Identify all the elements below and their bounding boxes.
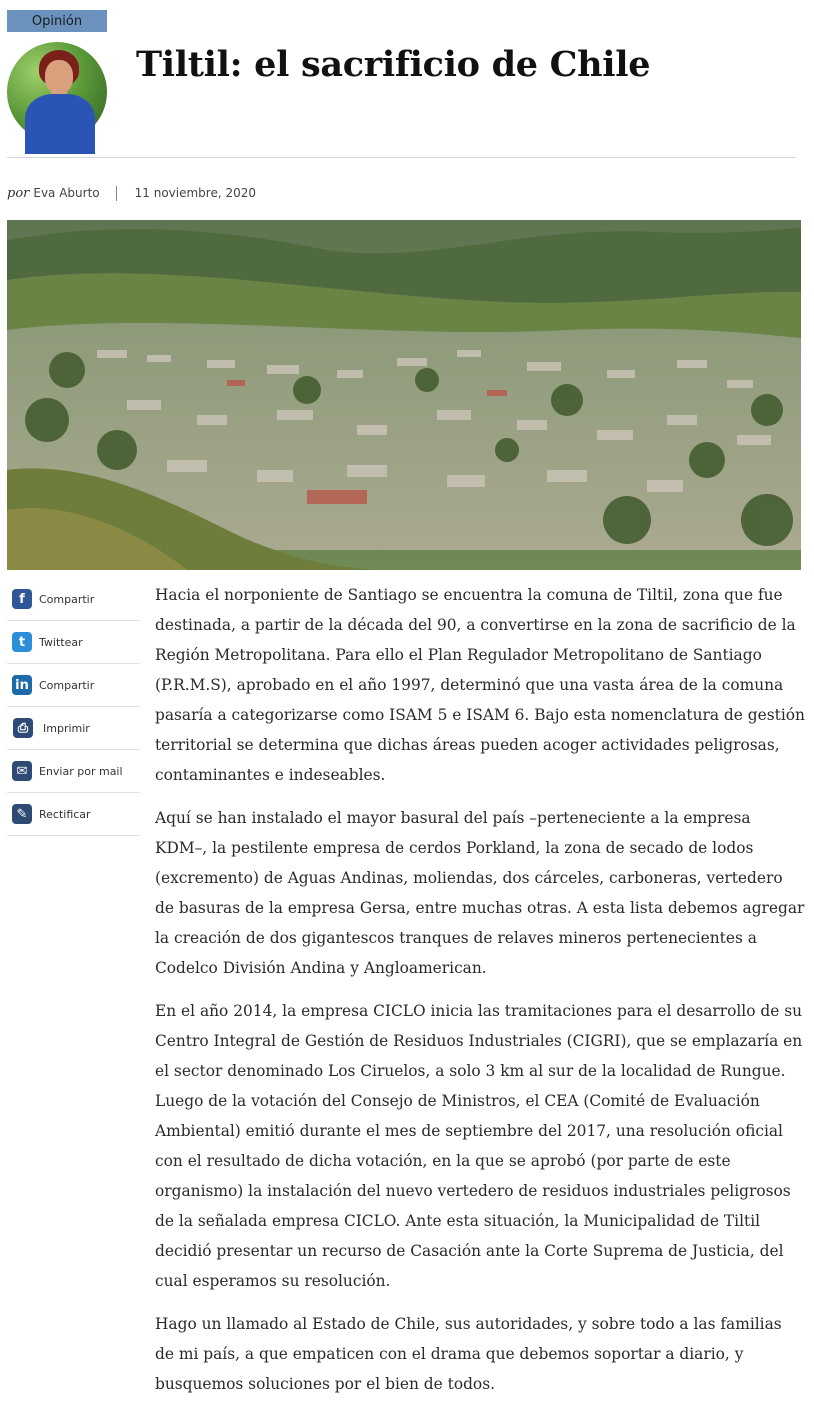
print-icon: ⎙: [13, 718, 33, 738]
share-twitter-button[interactable]: [7, 621, 140, 664]
byline-separator: [116, 186, 117, 201]
article-body: [155, 580, 805, 1412]
share-label: Enviar por mail: [39, 764, 123, 778]
byline: [7, 185, 256, 201]
article-paragraph: Hacia el norponiente de Santiago se encuentra la comuna de Tiltil, zona que fue destinada, a partir de la década del 90, a convertirse en la zona de sacrificio de la Región Metropolitana. Para ello el Plan Regulador Metropolitano de Santiago (P.R.M.S), aprobado en el año 1997, determinó que una vasta área de la comuna pasaría a categorizarse como ISAM 5 e ISAM 6. Bajo esta nomenclatura de gestión territorial se determina que dichas áreas pueden acoger actividades peligrosas, contaminantes e indeseables.: [155, 586, 805, 784]
share-label: Twittear: [39, 635, 83, 649]
facebook-icon: f: [12, 589, 32, 609]
author-avatar: [7, 42, 107, 142]
edit-icon: ✎: [12, 804, 32, 824]
share-label: Imprimir: [43, 721, 90, 735]
page-title: Tiltil: el sacrificio de Chile: [136, 44, 651, 85]
publish-date: 11 noviembre, 2020: [134, 186, 257, 200]
category-badge[interactable]: Opinión: [7, 10, 107, 32]
share-label: Rectificar: [39, 807, 91, 821]
twitter-icon: t: [12, 632, 32, 652]
share-label: Compartir: [39, 592, 95, 606]
linkedin-icon: in: [12, 675, 32, 695]
article-paragraph: Hago un llamado al Estado de Chile, sus autoridades, y sobre todo a las familias de mi país, a que empaticen con el drama que debemos soportar a diario, y busquemos soluciones por el bien de todos.: [155, 1315, 782, 1393]
header-divider: [7, 157, 796, 158]
article-paragraph: Aquí se han instalado el mayor basural del país –perteneciente a la empresa KDM–, la pestilente empresa de cerdos Porkland, la zona de secado de lodos (excremento) de Aguas Andinas, moliendas, dos cárceles, carboneras, vertedero de basuras de la empresa Gersa, entre muchas otras. A esta lista debemos agregar la creación de dos gigantescos tranques de relaves mineros pertenecientes a Codelco División Andina y Angloamerican.: [155, 809, 805, 977]
email-share-button[interactable]: [7, 750, 140, 793]
share-linkedin-button[interactable]: [7, 664, 140, 707]
mail-icon: ✉: [12, 761, 32, 781]
hero-landscape: [7, 220, 801, 570]
byline-prefix: por: [7, 185, 30, 201]
share-label: Compartir: [39, 678, 95, 692]
share-bar: [7, 578, 140, 836]
article-paragraph: En el año 2014, la empresa CICLO inicia las tramitaciones para el desarrollo de su Centro Integral de Gestión de Residuos Industriales (CIGRI), que se emplazaría en el sector denominado Los Ciruelos, a solo 3 km al sur de la localidad de Rungue. Luego de la votación del Consejo de Ministros, el CEA (Comité de Evaluación Ambiental) emitió durante el mes de septiembre del 2017, una resolución oficial con el resultado de dicha votación, en la que se aprobó (por parte de este organismo) la instalación del nuevo vertedero de residuos industriales peligrosos de la señalada empresa CICLO. Ante esta situación, la Municipalidad de Tiltil decidió presentar un recurso de Casación ante la Corte Suprema de Justicia, del cual esperamos su resolución.: [155, 1002, 803, 1290]
print-button[interactable]: [7, 707, 140, 750]
hero-image: [7, 220, 801, 570]
author-link[interactable]: Eva Aburto: [33, 186, 100, 200]
share-facebook-button[interactable]: [7, 578, 140, 621]
rectify-button[interactable]: [7, 793, 140, 836]
